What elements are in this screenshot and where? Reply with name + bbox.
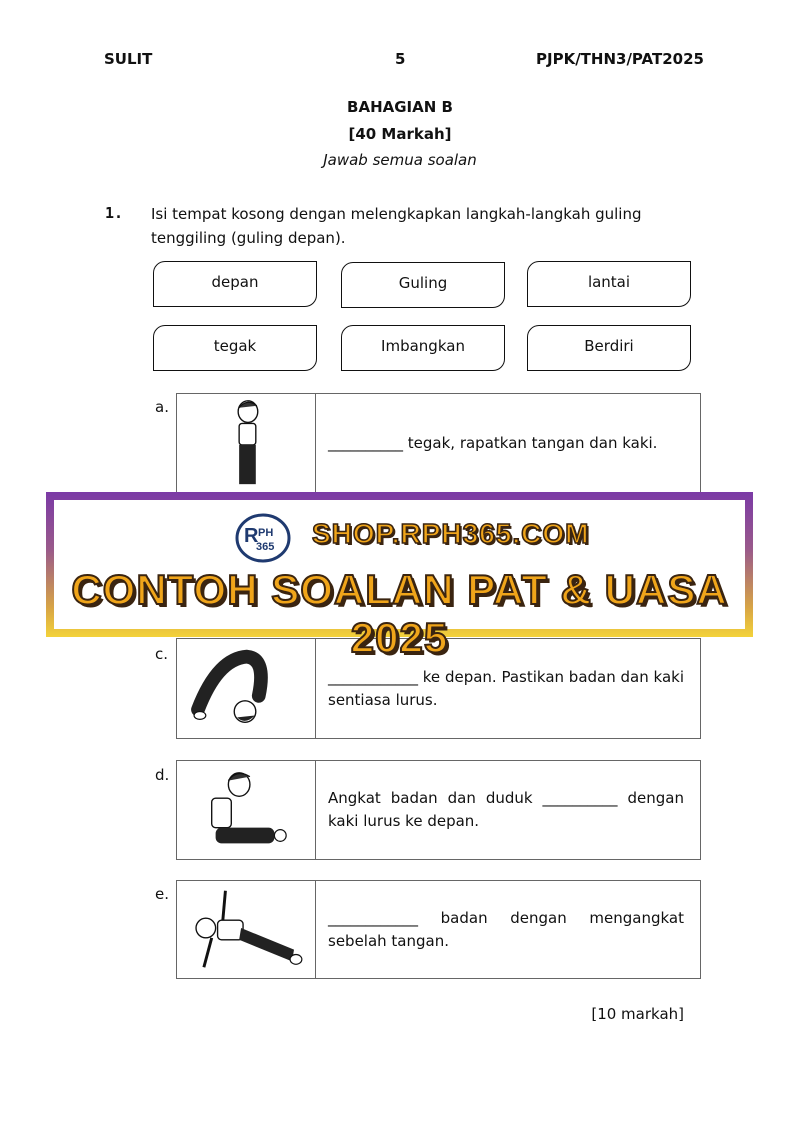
word-chip: depan bbox=[153, 261, 317, 307]
word-chip: Imbangkan bbox=[341, 325, 505, 371]
item-row bbox=[176, 393, 701, 493]
watermark-banner bbox=[46, 492, 753, 661]
page-number: 5 bbox=[395, 50, 406, 68]
item-letter: c. bbox=[155, 645, 169, 663]
question-number: 1. bbox=[105, 204, 124, 222]
standing-figure-image bbox=[177, 394, 316, 492]
section-title: BAHAGIAN B bbox=[347, 98, 453, 116]
section-marks: [40 Markah] bbox=[348, 125, 452, 143]
header-sulit: SULIT bbox=[104, 50, 153, 68]
standing-boy-icon bbox=[177, 394, 315, 492]
side-balance-icon bbox=[177, 881, 315, 978]
item-letter: a. bbox=[155, 398, 169, 416]
rph365-logo-icon bbox=[234, 512, 292, 564]
item-text: __________ tegak, rapatkan tangan dan kaki. bbox=[328, 433, 658, 452]
word-chip: Guling bbox=[341, 262, 505, 308]
item-letter: e. bbox=[155, 885, 169, 903]
item-row bbox=[176, 760, 701, 860]
word-chip: lantai bbox=[527, 261, 691, 307]
svg-text:PH: PH bbox=[258, 527, 274, 539]
item-text: ____________ badan dengan mengangkat sebelah tangan. bbox=[328, 908, 684, 950]
item-text: Angkat badan dan duduk __________ dengan kaki lurus ke depan. bbox=[328, 789, 684, 830]
svg-text:365: 365 bbox=[256, 541, 275, 553]
paper-code: PJPK/THN3/PAT2025 bbox=[536, 50, 704, 68]
section-instruction: Jawab semua soalan bbox=[323, 151, 477, 169]
item-row bbox=[176, 880, 701, 979]
sitting-figure-image bbox=[177, 761, 316, 859]
word-chip: tegak bbox=[153, 325, 317, 371]
item-text: ____________ ke depan. Pastikan badan dan kaki sentiasa lurus. bbox=[328, 667, 684, 709]
question-text: Isi tempat kosong dengan melengkapkan langkah-langkah guling tenggiling (guling depan). bbox=[151, 205, 642, 247]
side-plank-image bbox=[177, 881, 316, 978]
word-chip: Berdiri bbox=[527, 325, 691, 371]
banner-title: CONTOH SOALAN PAT & UASA 2025 bbox=[71, 566, 728, 661]
item-letter: d. bbox=[155, 766, 170, 784]
total-marks: [10 markah] bbox=[591, 1005, 684, 1023]
sitting-boy-icon bbox=[177, 761, 315, 859]
shop-url: SHOP.RPH365.COM bbox=[312, 518, 590, 549]
svg-text:R: R bbox=[244, 525, 259, 547]
